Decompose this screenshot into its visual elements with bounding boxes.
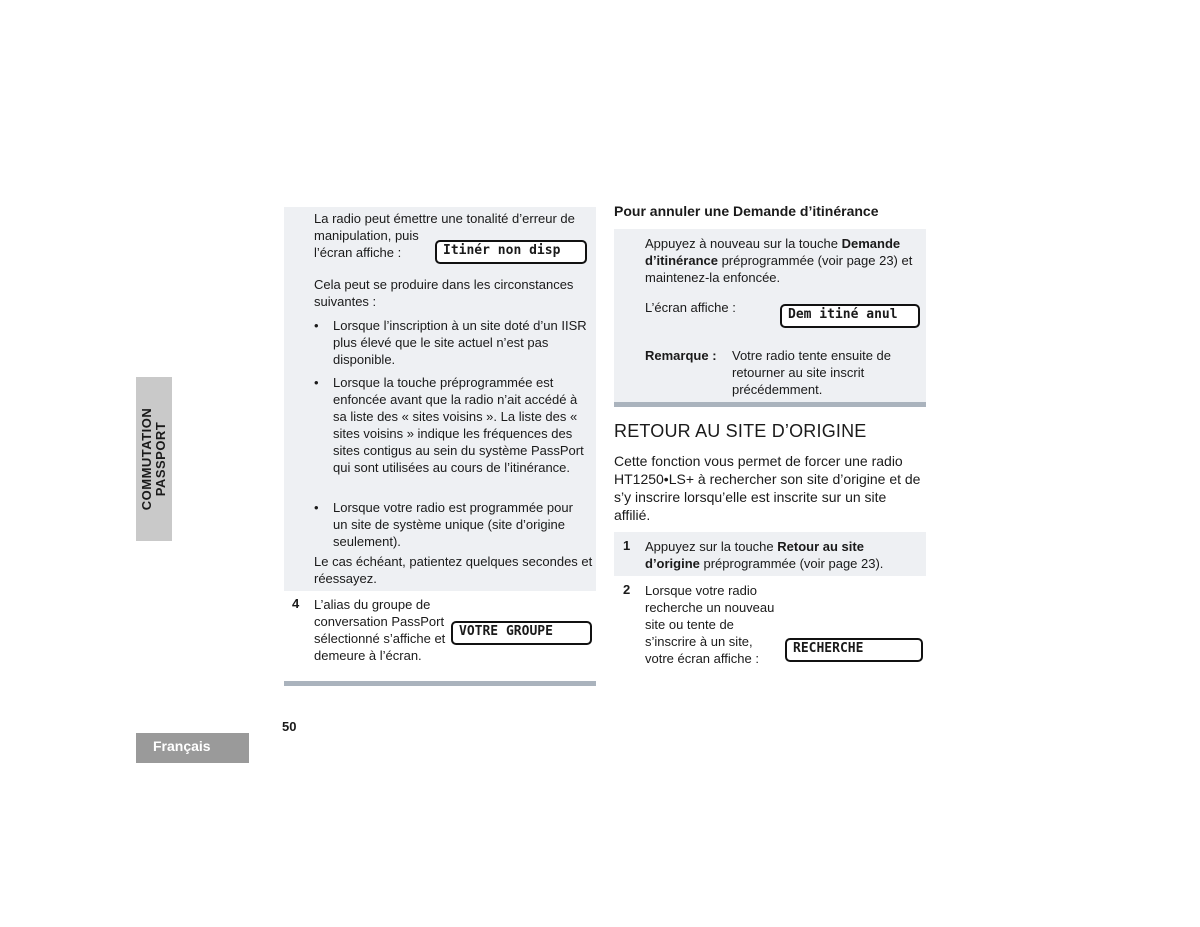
step-1-text-post: préprogrammée (voir page 23). bbox=[699, 556, 884, 571]
step-1-text-pre: Appuyez sur la touche bbox=[645, 539, 778, 554]
note-text: Votre radio tente ensuite de retourner au site inscrit précédemment. bbox=[732, 348, 892, 397]
intro-line-3: l’écran affiche : bbox=[314, 245, 402, 260]
bullet-mark: • bbox=[314, 318, 319, 333]
right-column-divider bbox=[614, 402, 926, 407]
section-side-tab-label bbox=[140, 408, 168, 511]
note-label: Remarque : bbox=[645, 348, 717, 363]
bullet-mark: • bbox=[314, 375, 319, 390]
bullet-text: Lorsque votre radio est programmée pour un site de système unique (site d’origine seulement). bbox=[333, 500, 573, 549]
cancel-text-pre: Appuyez à nouveau sur la touche bbox=[645, 236, 842, 251]
bullet-text: Lorsque la touche préprogrammée est enfoncée avant que la radio n’ait accédé à sa liste des « sites voisins ». La liste des « sites voisins » indique les fréquences des sites contigus au sein du système PassPort qui sont utilisées au cours de l’itinérance. bbox=[333, 375, 584, 475]
section-lead-text: Cette fonction vous permet de forcer une radio HT1250•LS+ à rechercher son site d’origine et de s’y inscrire lorsqu’elle est inscrite sur un site affilié. bbox=[614, 453, 921, 523]
retry-text: Le cas échéant, patientez quelques secondes et réessayez. bbox=[314, 554, 593, 586]
step-number-4: 4 bbox=[292, 596, 300, 611]
intro-line-2: manipulation, puis bbox=[314, 228, 419, 243]
lcd-display-recherche: RECHERCHE bbox=[785, 638, 923, 662]
intro-line-1: La radio peut émettre une tonalité d’erreur de bbox=[314, 211, 575, 226]
step-4-text: L’alias du groupe de conversation PassPort sélectionné s’affiche et demeure à l’écran. bbox=[314, 597, 446, 663]
section-heading: RETOUR AU SITE D’ORIGINE bbox=[614, 421, 867, 441]
page-number: 50 bbox=[282, 719, 297, 734]
bullet-mark: • bbox=[314, 500, 319, 515]
step-number-2: 2 bbox=[623, 582, 631, 597]
cancel-instructions bbox=[645, 235, 917, 286]
side-tab-line1: COMMUTATION bbox=[139, 407, 154, 511]
lcd-display-annul: Dem itiné anul bbox=[780, 304, 920, 328]
step-2-text: Lorsque votre radio recherche un nouveau site ou tente de s’inscrire à un site, votre écran affiche : bbox=[645, 583, 775, 666]
cancel-text-post: préprogrammée (voir page 23) et maintenez-la enfoncée. bbox=[645, 253, 913, 285]
side-tab-line2: PASSPORT bbox=[153, 421, 168, 497]
cancel-key-name: Demande d’itinérance bbox=[645, 236, 901, 268]
lcd-display-itiner: Itinér non disp bbox=[435, 240, 587, 264]
step-number-1: 1 bbox=[623, 538, 631, 553]
cancel-roaming-heading: Pour annuler une Demande d’itinérance bbox=[614, 203, 879, 219]
step-1-key-name: Retour au site d’origine bbox=[645, 539, 864, 571]
bullet-item-1 bbox=[314, 317, 594, 369]
bullet-item-2 bbox=[314, 374, 594, 494]
bullet-text: Lorsque l’inscription à un site doté d’un IISR plus élevé que le site actuel n’est pas disponible. bbox=[333, 318, 587, 367]
section-side-tab bbox=[136, 377, 172, 541]
language-tab-label: Français bbox=[153, 738, 211, 754]
language-tab bbox=[136, 733, 249, 763]
screen-shows-label: L’écran affiche : bbox=[645, 300, 736, 315]
left-column-divider bbox=[284, 681, 596, 686]
lcd-display-groupe: VOTRE GROUPE bbox=[451, 621, 592, 645]
circumstances-text: Cela peut se produire dans les circonstances suivantes : bbox=[314, 277, 574, 309]
step-1-text bbox=[645, 538, 915, 572]
bullet-item-3 bbox=[314, 499, 594, 551]
